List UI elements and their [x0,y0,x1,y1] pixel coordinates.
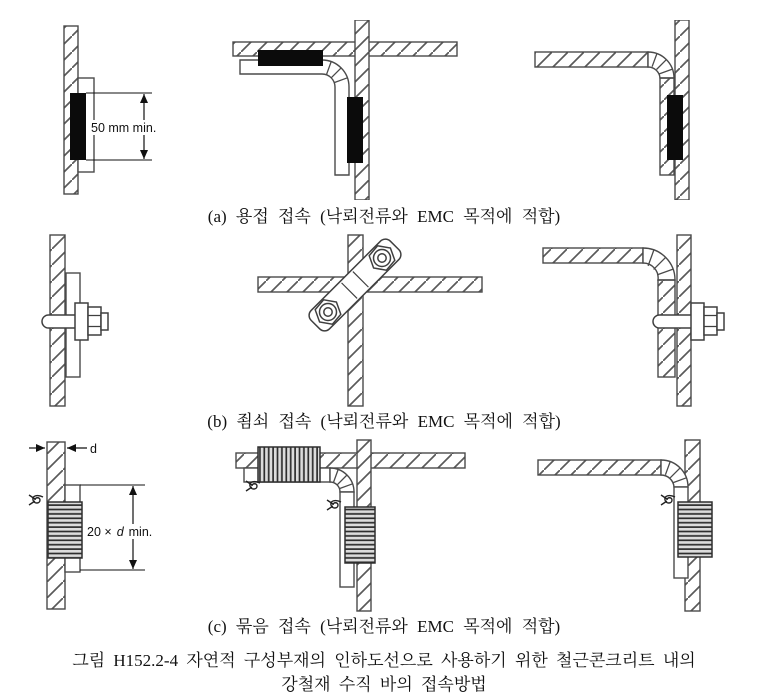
horizontal-rebar [538,460,661,475]
diagram-b1-clamp-vertical-bar [20,233,210,408]
hex-nut [88,307,101,335]
figure-caption-line2: 강철재 수직 바의 접속방법 [281,675,487,694]
weld-length-label: 50 mm min. [91,121,157,135]
weld-plate-vertical [347,97,363,163]
diagram-a3-weld-corner-joint [520,20,755,200]
diagram-c3-tied-corner-joint [528,438,763,613]
clamp-plate [75,303,88,340]
bolt-end [717,313,724,330]
diagram-a1-weld-vertical-bar [40,20,190,200]
wire-wrap-vertical [345,507,375,563]
bolt-end [101,313,108,330]
wire-twist-2 [327,500,341,510]
horizontal-rebar [535,52,648,67]
diagram-a2-weld-cross-joint [225,20,460,200]
diagram-b3-clamp-corner-joint [535,233,765,408]
diagram-c2-tied-cross-joint [228,438,473,613]
weld-plate [667,95,683,160]
caption-row-c: (c) 묶음 접속 (낙뢰전류와 EMC 목적에 적합) [207,617,561,636]
horizontal-rebar [543,248,643,263]
wire-wrap [678,502,712,557]
figure-caption-line1: 그림 H152.2-4 자연적 구성부재의 인하도선으로 사용하기 위한 철근콘크리트 내의 [72,651,696,670]
weld-plate-horizontal [258,50,323,66]
wire-twist [661,495,675,505]
caption-row-a: (a) 용접 접속 (낙뢰전류와 EMC 목적에 적합) [207,207,561,226]
diameter-label: d [90,442,97,456]
wire-wrap [48,502,82,558]
wire-wrap-horizontal [258,447,320,482]
weld-plate [70,93,86,160]
wire-twist [29,495,43,505]
caption-row-b: (b) 죔쇠 접속 (낙뢰전류와 EMC 목적에 적합) [207,412,561,431]
hex-nut [704,307,717,335]
wrap-length-label: 20 × d min. [87,525,153,539]
diagram-b2-clamp-cross-joint [250,233,485,408]
diagram-c1-tied-vertical-bar [15,438,215,613]
clamp-plate [691,303,704,340]
